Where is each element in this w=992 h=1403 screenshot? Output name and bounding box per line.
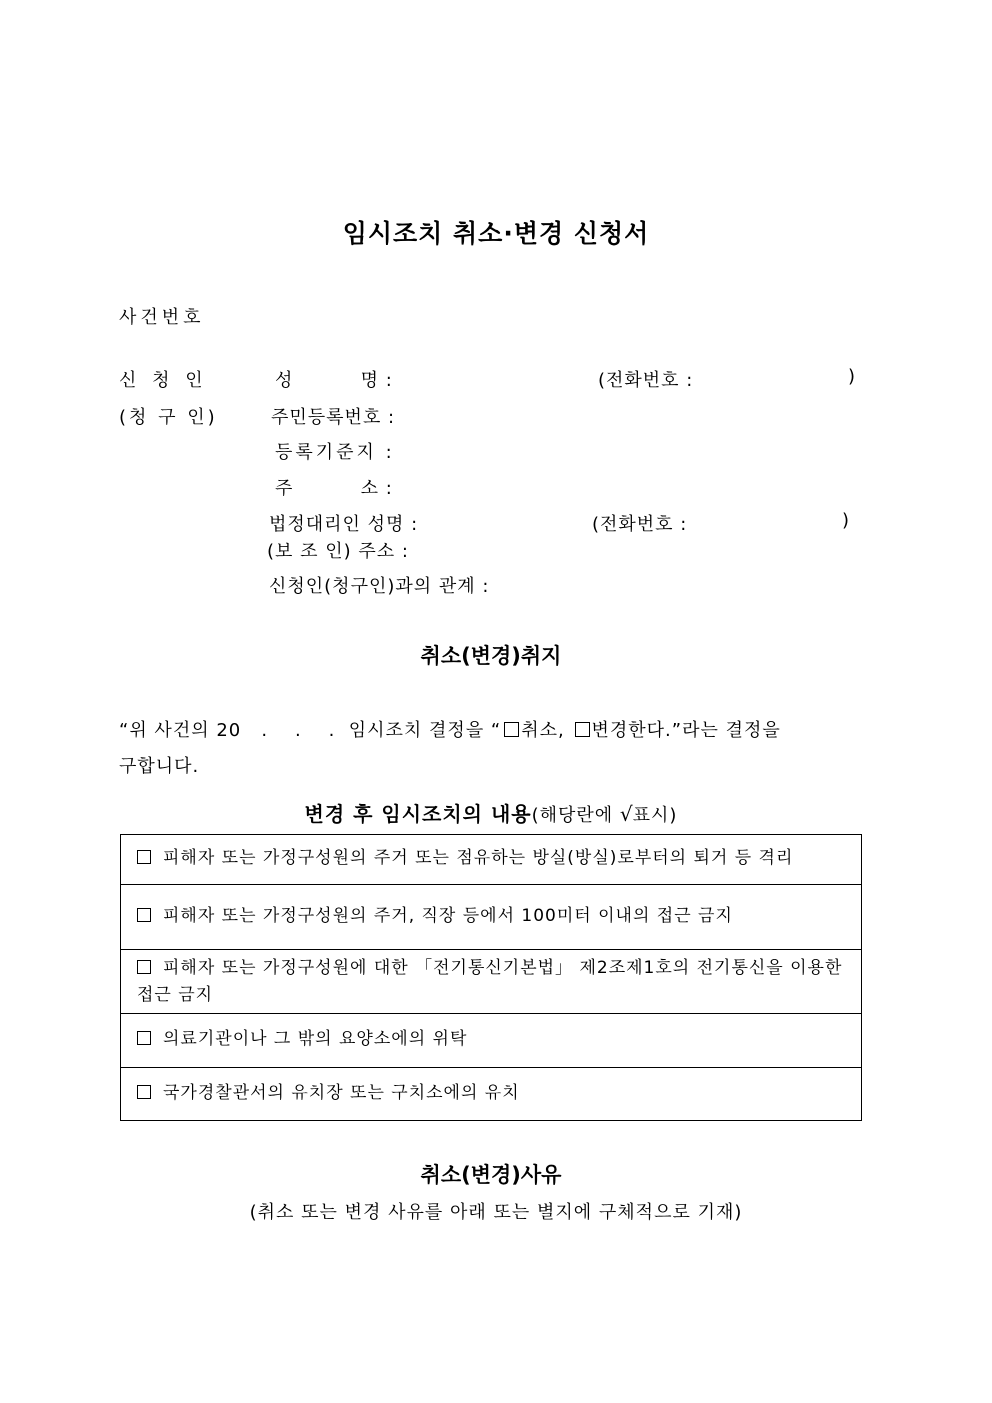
relation-field-label: 신청인(청구인)과의 관계 :: [269, 576, 490, 597]
applicant-label: 신 청 인: [119, 370, 208, 391]
cancel-option-label: 취소,: [521, 720, 565, 741]
measure-checkbox-2[interactable]: [137, 908, 151, 922]
measure-text-2: 피해자 또는 가정구성원의 주거, 직장 등에서 100미터 이내의 접근 금지: [163, 906, 733, 926]
purpose-line-1: [119, 716, 781, 742]
rrn-field-label: 주민등록번호 :: [271, 407, 396, 428]
measure-checkbox-3[interactable]: [137, 960, 151, 974]
changed-measures-heading: [0, 798, 982, 827]
purpose-line-1-text: “위 사건의 20 . . . 임시조치 결정을 “: [119, 720, 502, 741]
claimant-label: (청 구 인): [119, 407, 218, 428]
table-row: [121, 950, 861, 1014]
row-content: [137, 1026, 853, 1053]
legal-rep-phone-label: (전화번호 :: [592, 514, 688, 535]
measures-table: [120, 834, 862, 1121]
table-row: [121, 1068, 861, 1120]
changed-heading-bold: 변경 후 임시조치의 내용: [304, 802, 532, 826]
change-checkbox[interactable]: [575, 722, 590, 737]
row-content: [137, 845, 853, 872]
case-number-label: 사건번호: [119, 307, 205, 328]
measure-checkbox-5[interactable]: [137, 1085, 151, 1099]
measure-checkbox-4[interactable]: [137, 1031, 151, 1045]
change-option-label: 변경한다.”라는 결정을: [591, 720, 781, 741]
purpose-line-2: 구합니다.: [119, 756, 200, 777]
changed-heading-note-a: (해당란에: [531, 805, 620, 826]
phone-field-label: (전화번호 :: [598, 370, 694, 391]
name-field-label: 성 명 :: [275, 370, 393, 391]
table-row: [121, 885, 861, 950]
legal-rep-phone-close: ): [842, 510, 851, 531]
legal-rep-field-label: 법정대리인 성명 :: [269, 514, 419, 535]
page-title: 임시조치 취소·변경 신청서: [342, 219, 650, 248]
row-content: [137, 903, 853, 930]
check-mark-icon: √: [619, 802, 633, 826]
row-content: [137, 955, 853, 1009]
row-content: [137, 1080, 853, 1107]
phone-field-close: ): [848, 366, 857, 387]
assistant-address-label: (보 조 인) 주소 :: [267, 541, 409, 562]
cancel-checkbox[interactable]: [504, 722, 519, 737]
measure-text-3: 피해자 또는 가정구성원에 대한 「전기통신기본법」 제2조제1호의 전기통신을 이용한 접근 금지: [137, 958, 843, 1005]
reason-note: (취소 또는 변경 사유를 아래 또는 별지에 구체적으로 기재): [249, 1202, 743, 1223]
measure-text-1: 피해자 또는 가정구성원의 주거 또는 점유하는 방실(방실)로부터의 퇴거 등 격리: [163, 848, 794, 868]
address-field-label: 주 소 :: [275, 478, 393, 499]
measure-checkbox-1[interactable]: [137, 850, 151, 864]
table-row: [121, 1014, 861, 1068]
reason-heading: 취소(변경)사유: [420, 1163, 562, 1187]
purpose-heading: 취소(변경)취지: [420, 644, 562, 668]
measure-text-4: 의료기관이나 그 밖의 요양소에의 위탁: [163, 1029, 468, 1049]
measure-text-5: 국가경찰관서의 유치장 또는 구치소에의 유치: [163, 1083, 520, 1103]
domicile-field-label: 등록기준지 :: [275, 442, 395, 463]
changed-heading-note-b: 표시): [632, 805, 678, 826]
table-row: [121, 835, 861, 885]
